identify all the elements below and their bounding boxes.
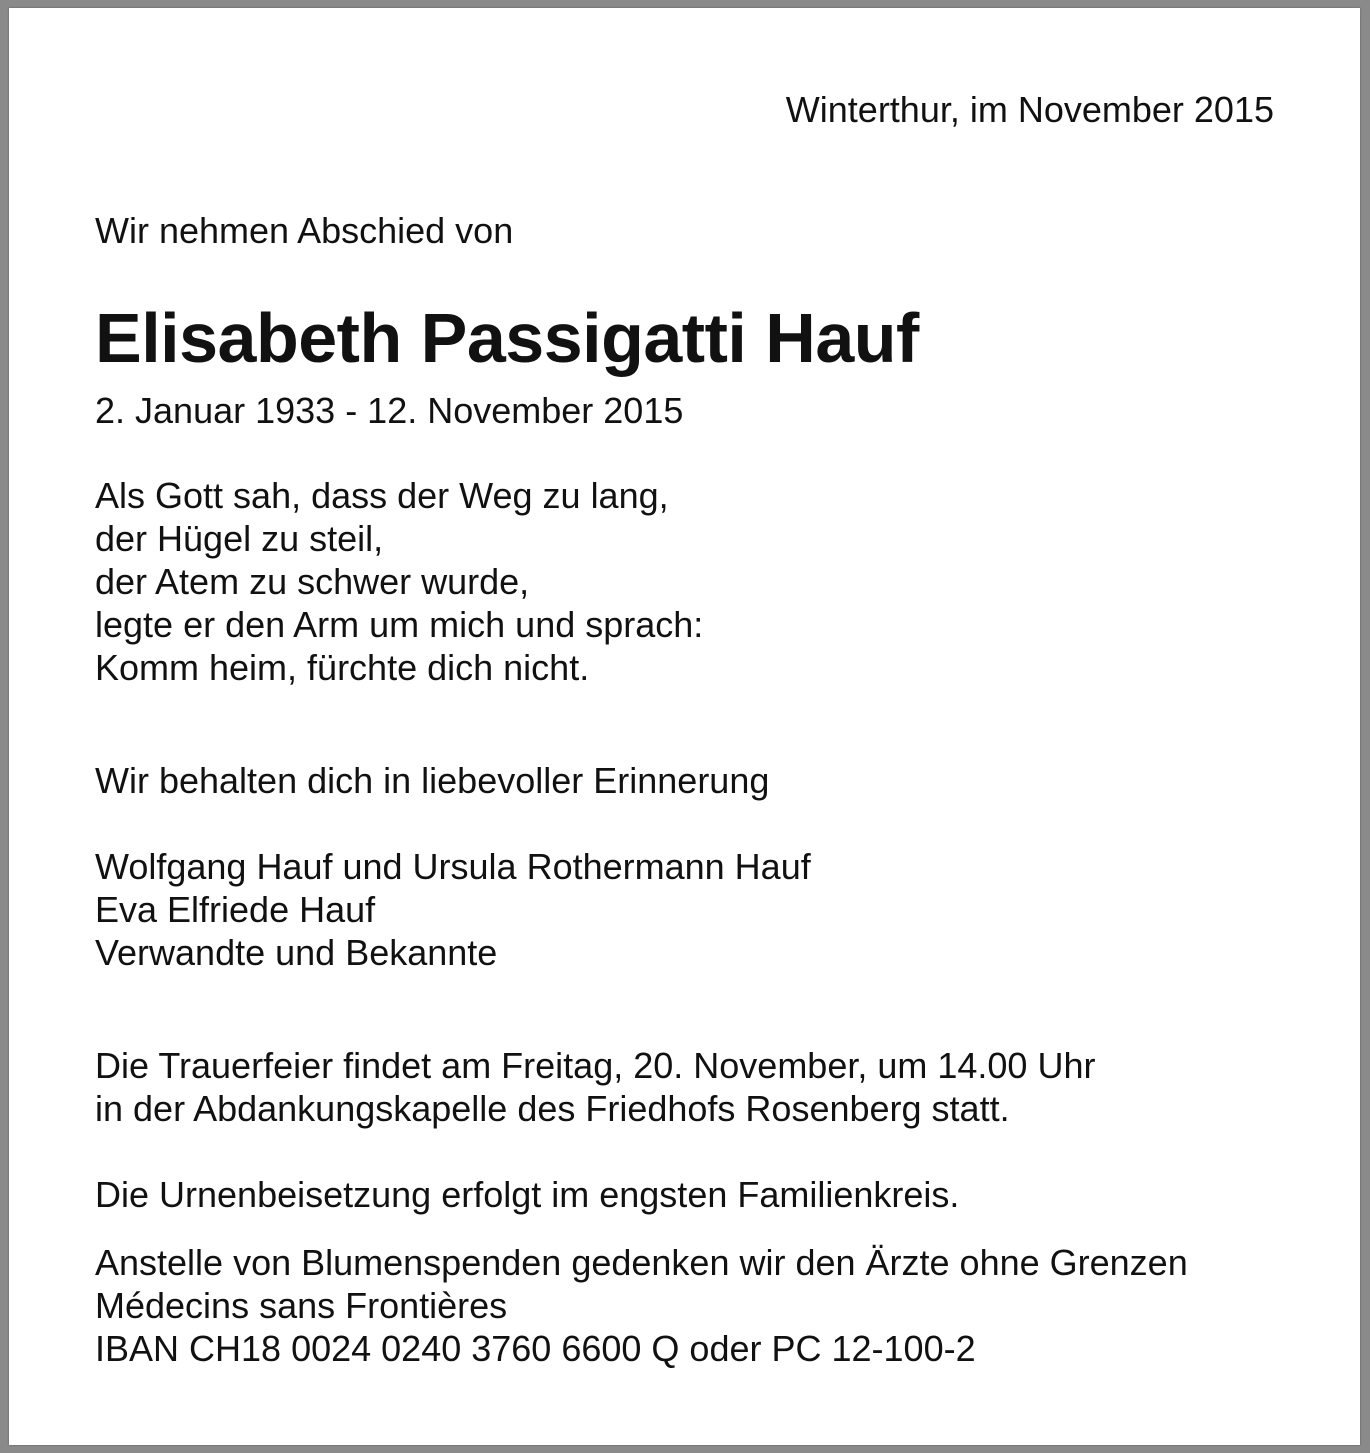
donation-organization: Médecins sans Frontières	[95, 1285, 508, 1326]
mourner-line: Verwandte und Bekannte	[95, 932, 498, 973]
life-dates: 2. Januar 1933 - 12. November 2015	[95, 390, 684, 431]
mourners-list	[95, 845, 811, 974]
donation-account: IBAN CH18 0024 0240 3760 6600 Q oder PC 12-100-2	[95, 1328, 976, 1369]
place-date: Winterthur, im November 2015	[785, 89, 1274, 130]
poem-line: legte er den Arm um mich und sprach:	[95, 604, 704, 645]
intro-text: Wir nehmen Abschied von	[95, 210, 514, 251]
poem-line: der Hügel zu steil,	[95, 518, 384, 559]
mourner-line: Wolfgang Hauf und Ursula Rothermann Hauf	[95, 846, 811, 887]
poem-line: Als Gott sah, dass der Weg zu lang,	[95, 475, 669, 516]
poem	[95, 474, 703, 689]
donation-info	[95, 1241, 1188, 1370]
mourner-line: Eva Elfriede Hauf	[95, 889, 376, 930]
poem-line: der Atem zu schwer wurde,	[95, 561, 530, 602]
poem-line: Komm heim, fürchte dich nicht.	[95, 647, 590, 688]
urn-burial-text: Die Urnenbeisetzung erfolgt im engsten Familienkreis.	[95, 1174, 960, 1215]
obituary-page	[9, 8, 1360, 1445]
remembrance-text: Wir behalten dich in liebevoller Erinnerung	[95, 760, 770, 801]
deceased-name: Elisabeth Passigatti Hauf	[95, 299, 919, 377]
funeral-line: in der Abdankungskapelle des Friedhofs Rosenberg statt.	[95, 1088, 1010, 1129]
funeral-line: Die Trauerfeier findet am Freitag, 20. November, um 14.00 Uhr	[95, 1045, 1096, 1086]
funeral-info	[95, 1044, 1095, 1130]
donation-line: Anstelle von Blumenspenden gedenken wir den Ärzte ohne Grenzen	[95, 1242, 1188, 1283]
